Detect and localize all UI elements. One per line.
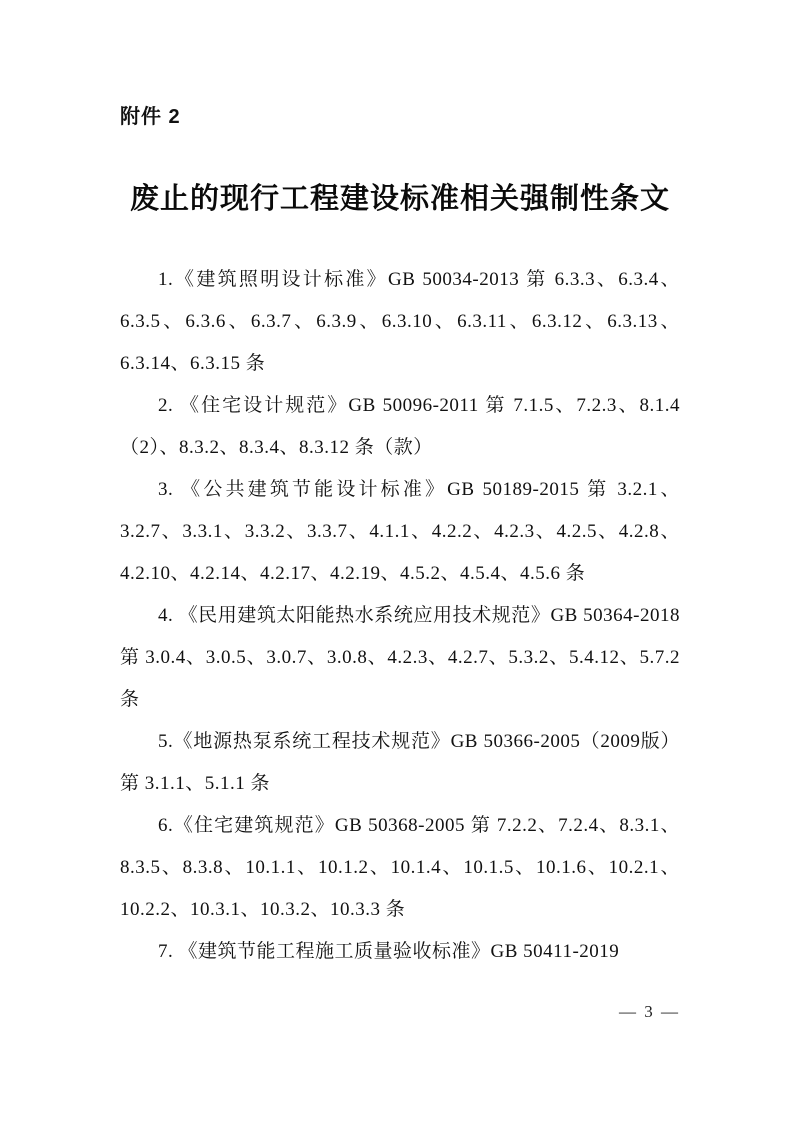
standard-item-4: 4. 《民用建筑太阳能热水系统应用技术规范》GB 50364-2018 第 3.0.4、3.0.5、3.0.7、3.0.8、4.2.3、4.2.7、5.3.2、5.4.12、5.7.2 条 <box>120 605 680 710</box>
standard-item-5: 5.《地源热泵系统工程技术规范》GB 50366-2005（2009版）第 3.1.1、5.1.1 条 <box>120 731 680 794</box>
document-body <box>120 259 680 973</box>
standard-item-2: 2. 《住宅设计规范》GB 50096-2011 第 7.1.5、7.2.3、8.1.4（2）、8.3.2、8.3.4、8.3.12 条（款） <box>120 395 680 458</box>
page-title: 废止的现行工程建设标准相关强制性条文 <box>129 183 670 215</box>
page-number: — 3 — <box>619 1002 680 1021</box>
standard-item-7: 7. 《建筑节能工程施工质量验收标准》GB 50411-2019 <box>158 941 620 962</box>
standard-item-3: 3. 《公共建筑节能设计标准》GB 50189-2015 第 3.2.1、3.2.7、3.3.1、3.3.2、3.3.7、4.1.1、4.2.2、4.2.3、4.2.5、4.2.8、4.2.10、4.2.14、4.2.17、4.2.19、4.5.2、4.5.4、4.5.6 条 <box>120 479 680 584</box>
standard-item-6: 6.《住宅建筑规范》GB 50368-2005 第 7.2.2、7.2.4、8.3.1、8.3.5、8.3.8、10.1.1、10.1.2、10.1.4、10.1.5、10.1.6、10.2.1、10.2.2、10.3.1、10.3.2、10.3.3 条 <box>120 815 680 920</box>
attachment-label: 附件 2 <box>120 106 181 128</box>
standard-item-1: 1.《建筑照明设计标准》GB 50034-2013 第 6.3.3、6.3.4、6.3.5、6.3.6、6.3.7、6.3.9、6.3.10、6.3.11、6.3.12、6.3.13、6.3.14、6.3.15 条 <box>120 269 680 374</box>
